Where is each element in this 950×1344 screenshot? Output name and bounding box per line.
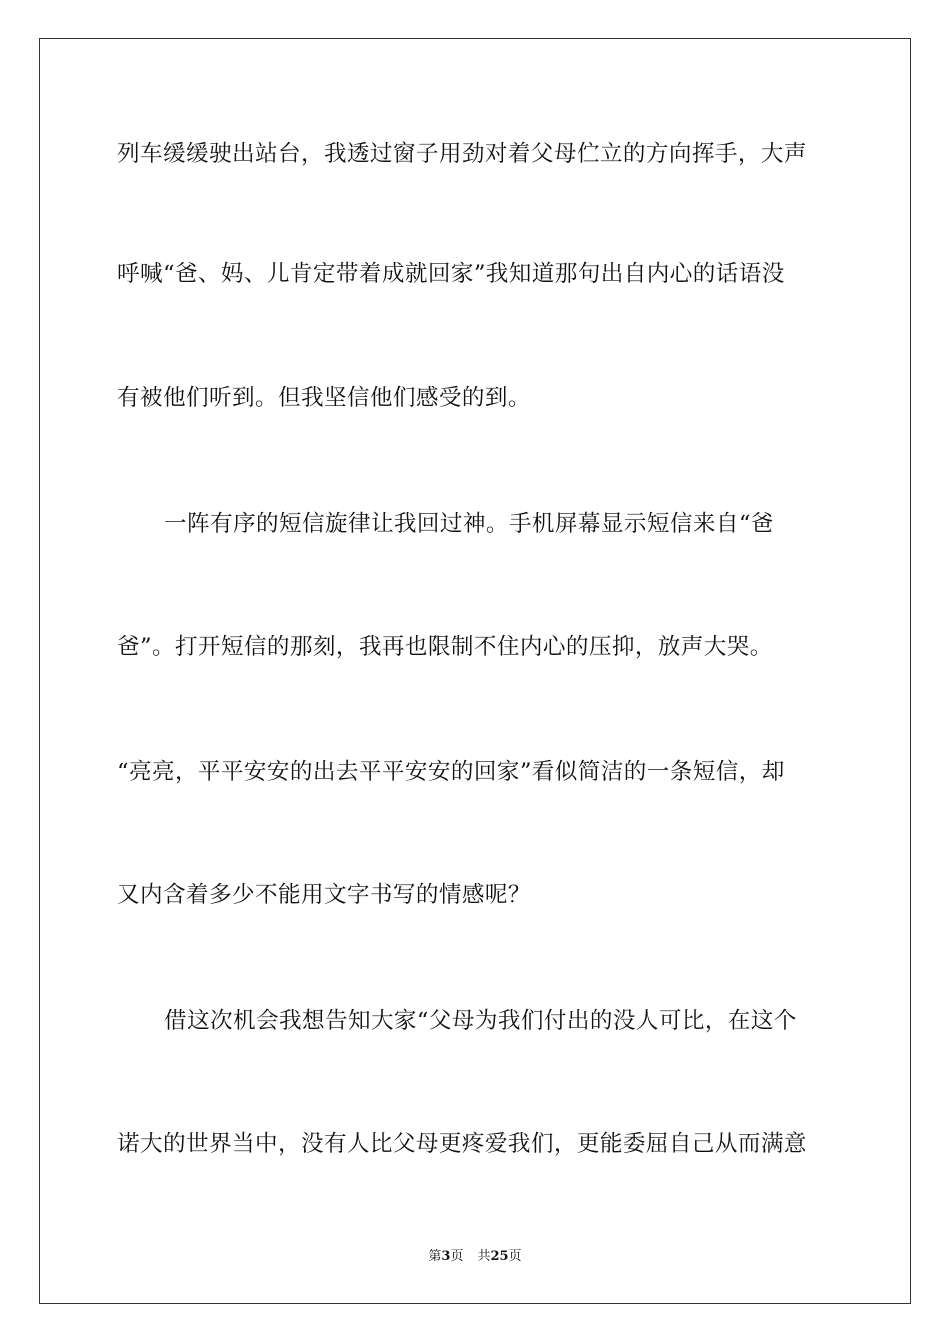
page-suffix: 页 — [450, 1249, 464, 1264]
page-footer — [0, 1248, 950, 1266]
page-prefix: 第 — [428, 1249, 442, 1264]
total-suffix: 页 — [508, 1249, 522, 1264]
total-prefix: 共 — [477, 1249, 491, 1264]
text-line-1: 列车缓缓驶出站台，我透过窗子用劲对着父母伫立的方向挥手，大声 — [117, 141, 807, 167]
text-line-9: 诺大的世界当中，没有人比父母更疼爱我们，更能委屈自己从而满意 — [117, 1131, 807, 1157]
text-line-6: “亮亮，平平安安的出去平平安安的回家”看似简洁的一条短信，却 — [117, 759, 785, 785]
text-line-5: 爸”。打开短信的那刻，我再也限制不住内心的压抑，放声大哭。 — [117, 634, 773, 660]
page-number: 3 — [441, 1249, 451, 1264]
total-pages: 25 — [490, 1249, 509, 1264]
text-line-8: 借这次机会我想告知大家“父母为我们付出的没人可比，在这个 — [164, 1008, 797, 1034]
text-line-4: 一阵有序的短信旋律让我回过神。手机屏幕显示短信来自“爸 — [164, 511, 774, 537]
text-line-7: 又内含着多少不能用文字书写的情感呢？ — [117, 882, 531, 908]
page-frame — [39, 38, 911, 1304]
text-line-2: 呼喊“爸、妈、儿肯定带着成就回家”我知道那句出自内心的话语没 — [117, 261, 785, 287]
text-line-3: 有被他们听到。但我坚信他们感受的到。 — [117, 385, 531, 411]
